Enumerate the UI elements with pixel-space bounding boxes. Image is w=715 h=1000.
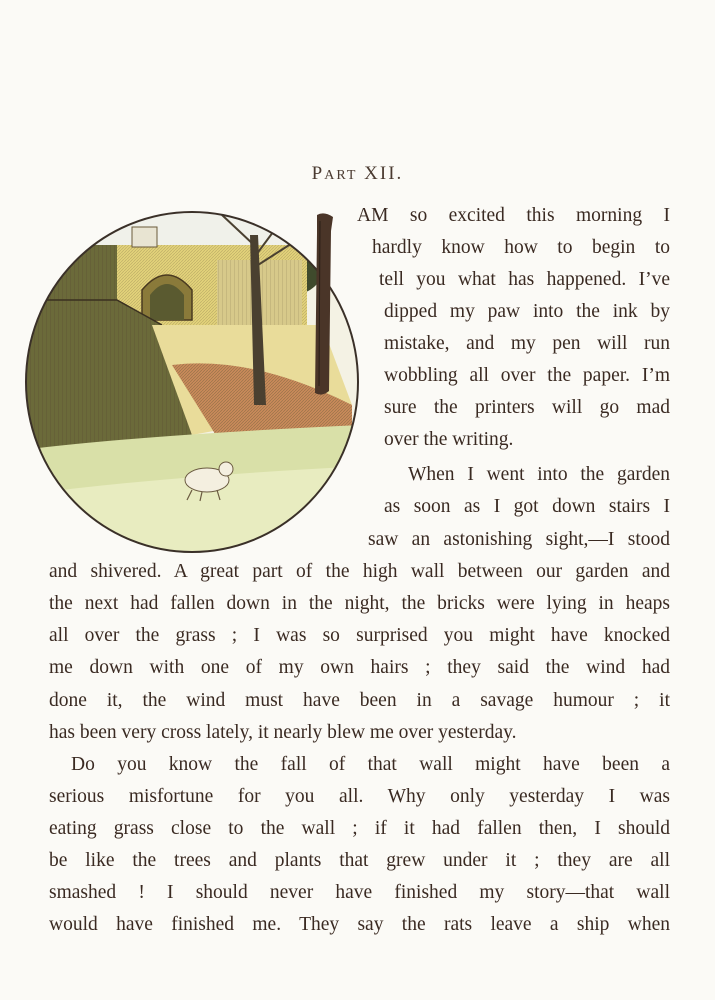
page-title: [0, 163, 715, 185]
text-line-2: hardly know how to begin to: [372, 237, 670, 258]
text-line-14: all over the grass ; I was so surprised you might have knocked: [49, 625, 670, 646]
text-line-8: over the writing.: [384, 429, 514, 450]
dropcap-letter-icon: [311, 211, 337, 399]
text-line-5: mistake, and my pen will run: [384, 333, 670, 354]
text-line-23: would have finished me. They say the rats leave a ship when: [49, 914, 670, 935]
text-line-17: has been very cross lately, it nearly blew me over yesterday.: [49, 722, 517, 743]
text-line-7: sure the printers will go mad: [384, 397, 670, 418]
text-line-13: the next had fallen down in the night, the bricks were lying in heaps: [49, 593, 670, 614]
text-line-3: tell you what has happened. I’ve: [379, 269, 670, 290]
text-line-16: done it, the wind must have been in a savage humour ; it: [49, 690, 670, 711]
text-line-21: be like the trees and plants that grew under it ; they are all: [49, 850, 670, 871]
text-line-9: When I went into the garden: [408, 464, 670, 485]
text-line-20: eating grass close to the wall ; if it had fallen then, I should: [49, 818, 670, 839]
title-numeral: XII.: [364, 163, 404, 184]
text-line-6: wobbling all over the paper. I’m: [384, 365, 670, 386]
title-prefix: P: [311, 163, 325, 184]
text-line-12: and shivered. A great part of the high wall between our garden and: [49, 561, 670, 582]
text-line-19: serious misfortune for you all. Why only yesterday I was: [49, 786, 670, 807]
title-smallcaps: ART: [324, 168, 358, 183]
text-line-4: dipped my paw into the ink by: [384, 301, 670, 322]
text-line-15: me down with one of my own hairs ; they said the wind had: [49, 657, 670, 678]
text-line-10: as soon as I got down stairs I: [384, 496, 670, 517]
text-line-1: AM so excited this morning I: [357, 205, 670, 226]
text-line-18: Do you know the fall of that wall might have been a: [71, 754, 670, 775]
text-line-11: saw an astonishing sight,—I stood: [368, 529, 670, 550]
text-line-22: smashed ! I should never have finished my story—that wall: [49, 882, 670, 903]
